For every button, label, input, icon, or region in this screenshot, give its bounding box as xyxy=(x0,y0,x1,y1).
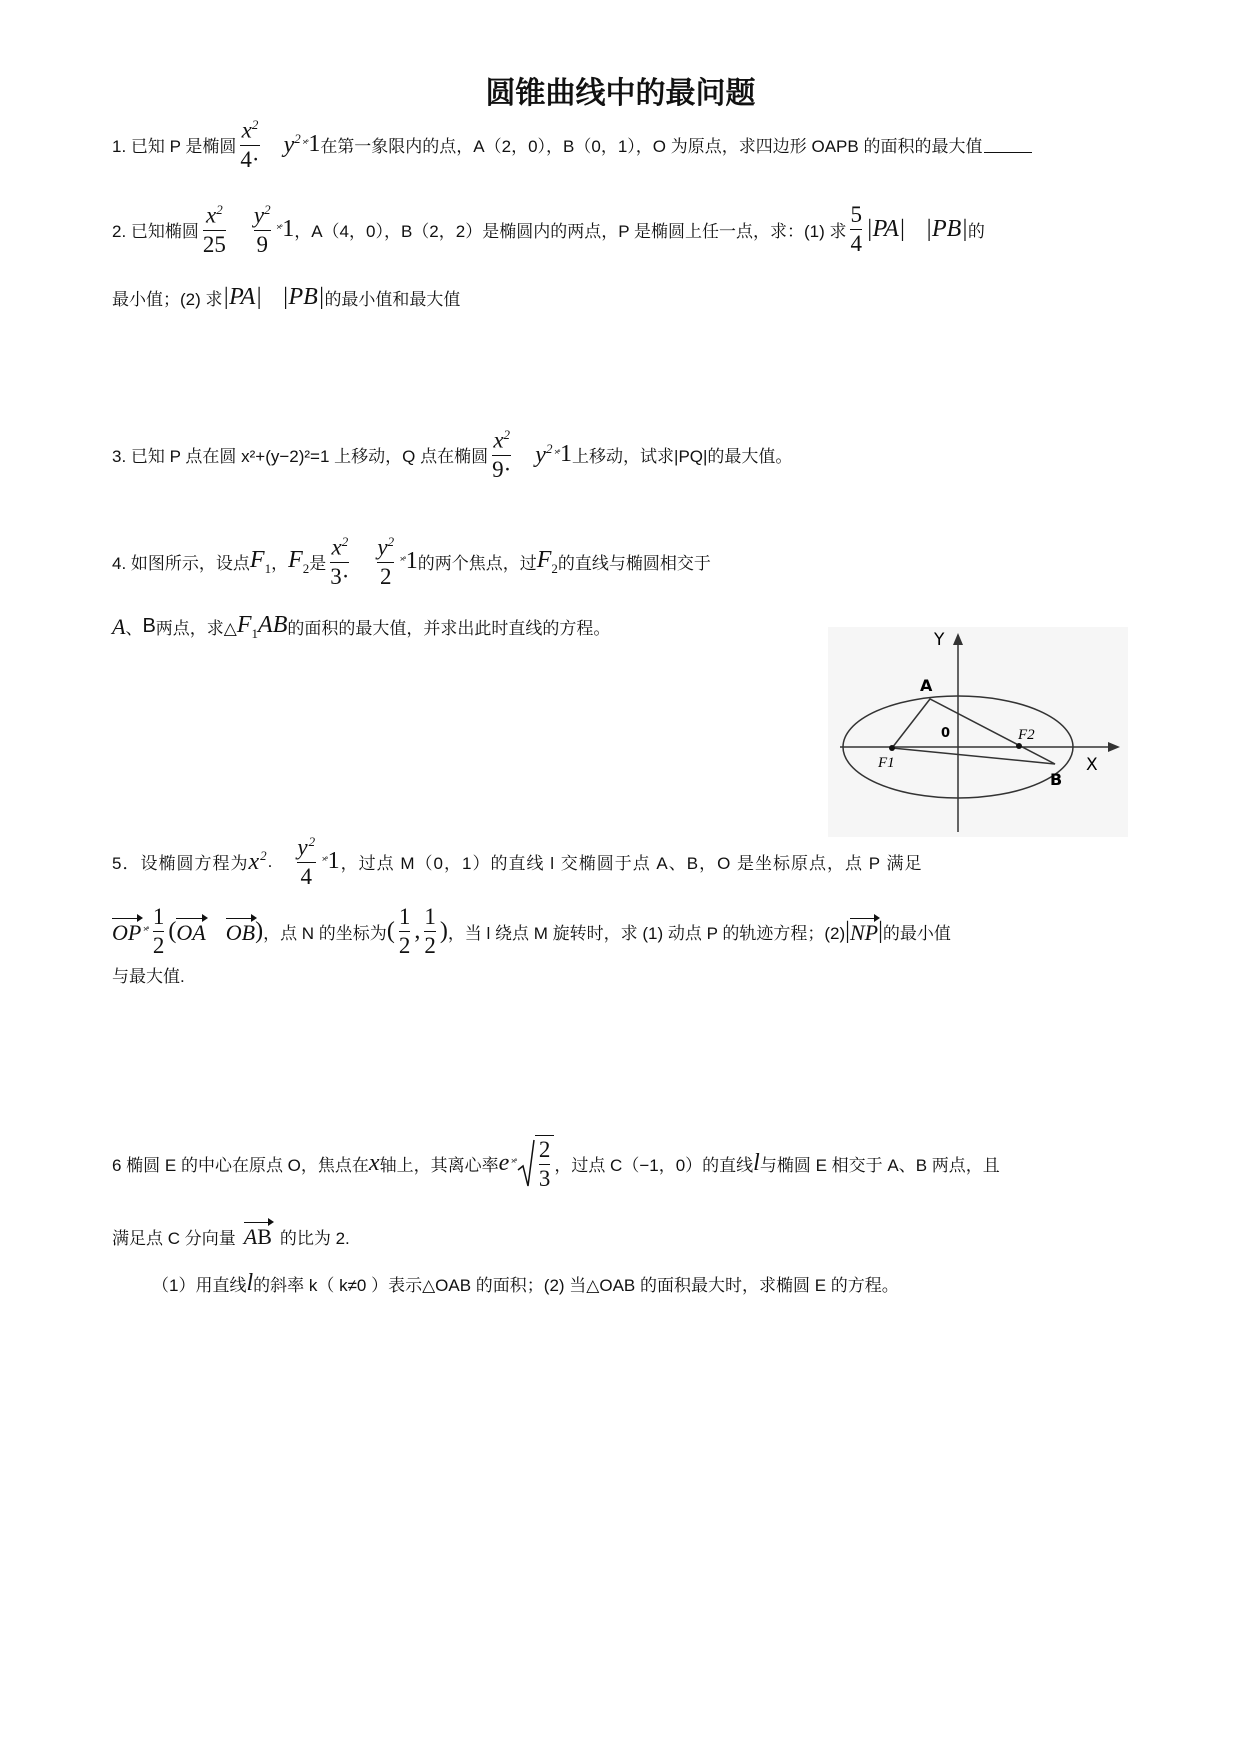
problem-5-line-3: 与最大值. xyxy=(112,967,185,986)
sqrt-2-over-3: $\frac{2}{3}$ xyxy=(517,1135,555,1191)
problem-5-line-2: OP ˟̊ $\frac{1}{2}$ ( OA OB ) ，点 N 的坐标为 ( $\frac{1}{2}$ , $\frac{1}{2}$ ) ，当 l 绕点 M 旋转时，求 (1) 动点 P 的轨迹方程；(2) | NP | 的最小值 xyxy=(112,904,951,959)
problem-5: 5．设椭圆方程为 $x^2$ . $\frac{y^2}{4}$ ˟̊ 1 ，过点 M（0，1）的直线 l 交椭圆于点 A、B，O 是坐标原点，点 P 满足 xyxy=(112,834,923,889)
fraction-x2-over-4: $\frac{x^2}{4\cdot}$ xyxy=(240,117,260,172)
answer-blank xyxy=(984,136,1032,153)
label-y: Y xyxy=(934,630,945,650)
figure-background xyxy=(828,627,1128,837)
label-x: X xyxy=(1086,755,1098,775)
problem-4-line-2: A 、 B 两点，求△ $F_1AB$ 的面积的最大值，并求出此时直线的方程。 xyxy=(112,612,611,641)
ellipse-figure xyxy=(828,627,1128,837)
problem-2-line-2: 最小值；(2) 求 |PA| |PB| 的最小值和最大值 xyxy=(112,284,461,310)
label-b: B xyxy=(1050,770,1063,789)
focus-f1-point xyxy=(889,745,895,751)
label-f2: F2 xyxy=(1018,727,1035,743)
problem-1-text: 在第一象限内的点，A（2，0），B（0，1），O 为原点，求四边形 OAPB 的面积的最大值 xyxy=(320,137,983,157)
y-squared: $y^2$ xyxy=(283,130,301,158)
problem-1: 1. 已知 P 是椭圆 $\frac{x^2}{4\cdot}$ $y^2$ ˟̊ 1 在第一象限内的点，A（2，0），B（0，1），O 为原点，求四边形 OAPB 的面积的最大值 xyxy=(112,118,1032,172)
label-a: A xyxy=(920,676,933,695)
label-f1: F1 xyxy=(878,755,895,771)
problem-2: 2. 已知椭圆 $\frac{x^2}{25}$ $\frac{y^2}{9}$ ˟̊ 1 ，A（4，0），B（2，2）是椭圆内的两点，P 是椭圆上任一点，求：(1) 求 $\frac{5}{4}$ |PA| |PB| 的 xyxy=(112,202,985,257)
focus-f2-point xyxy=(1016,743,1022,749)
problem-6-line-3: （1）用直线 l 的斜率 k（ k≠0 ）表示△OAB 的面积；(2) 当△OAB 的面积最大时，求椭圆 E 的方程。 xyxy=(152,1270,899,1296)
label-origin: 0 xyxy=(941,726,951,741)
page-title: 圆锥曲线中的最问题 xyxy=(485,76,756,111)
problem-2-prefix: 2. 已知椭圆 xyxy=(112,222,199,242)
problem-1-prefix: 1. 已知 P 是椭圆 xyxy=(112,137,237,157)
problem-2-text1: ，A（4，0），B（2，2）是椭圆内的两点，P 是椭圆上任一点，求：(1) 求 xyxy=(294,222,847,242)
problem-4: 4. 如图所示，设点 $F_1$ ， $F_2$ 是 $\frac{x^2}{3\cdot}$ $\frac{y^2}{2}$ ˟̊ 1 的两个焦点，过 $F_2$ 的直线与椭圆相交于 xyxy=(112,534,711,589)
problem-6-line-2: 满足点 C 分向量 AB 的比为 2. xyxy=(112,1224,350,1249)
problem-6: 6 椭圆 E 的中心在原点 O，焦点在 x 轴上，其离心率 e ˟̊ $\frac{2}{3}$ ，过点 C（−1，0）的直线 l 与椭圆 E 相交于 A、B 两点，且 xyxy=(112,1137,1000,1192)
problem-3: 3. 已知 P 点在圆 x²+(y−2)²=1 上移动，Q 点在椭圆 $\frac{x^2}{9\cdot}$ $y^2$ ˟̊ 1 上移动，试求|PQ|的最大值。 xyxy=(112,427,793,482)
